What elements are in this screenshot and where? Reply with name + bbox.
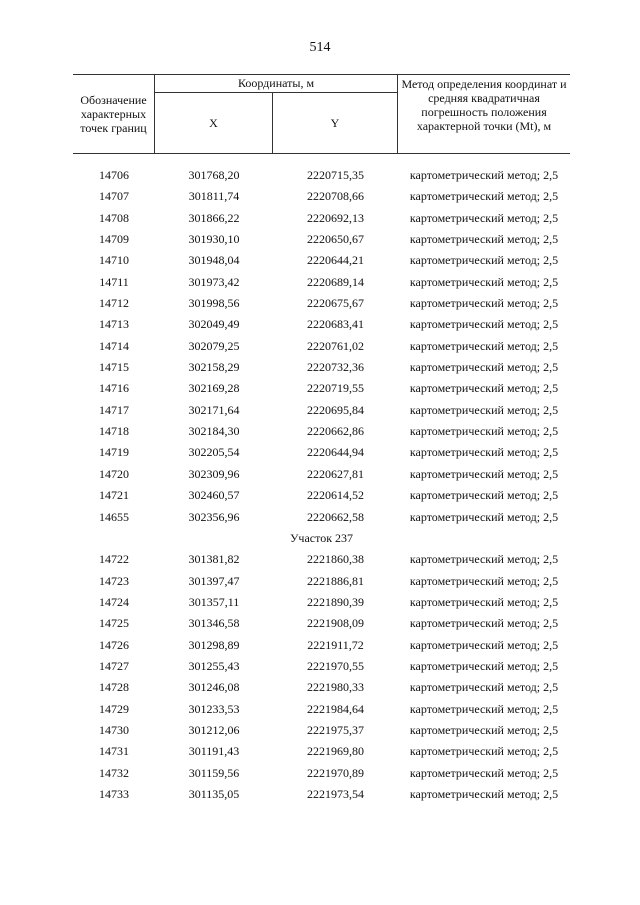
coord-y: 2221970,89 <box>307 765 364 780</box>
table-row <box>73 378 570 399</box>
header-coordinates: Координаты, м <box>155 75 398 93</box>
header-y <box>273 93 398 153</box>
table-row <box>73 336 570 357</box>
coord-y: 2220732,36 <box>307 360 364 375</box>
coord-y: 2220650,67 <box>307 232 364 247</box>
point-id: 14707 <box>99 189 129 204</box>
method-cell: картометрический метод; 2,5 <box>409 637 559 652</box>
coord-x: 301930,10 <box>188 232 240 247</box>
method-cell: картометрический метод; 2,5 <box>409 594 559 609</box>
coord-x: 301357,11 <box>188 594 240 609</box>
table-body <box>73 165 570 805</box>
table-row <box>73 741 570 762</box>
coord-x: 301159,56 <box>188 765 240 780</box>
method-cell: картометрический метод; 2,5 <box>409 744 559 759</box>
method-cell: картометрический метод; 2,5 <box>409 338 559 353</box>
coord-x: 301346,58 <box>188 616 240 631</box>
coord-x: 301998,56 <box>188 296 240 311</box>
coord-y: 2221969,80 <box>307 744 364 759</box>
table-row <box>73 549 570 570</box>
point-id: 14724 <box>99 594 129 609</box>
coord-y: 2221980,33 <box>307 680 364 695</box>
coord-x: 301191,43 <box>188 744 240 759</box>
method-cell: картометрический метод; 2,5 <box>409 488 559 503</box>
table-row <box>73 592 570 613</box>
method-cell: картометрический метод; 2,5 <box>409 274 559 289</box>
header-y-label: Y <box>330 116 340 130</box>
table-row <box>73 635 570 656</box>
table-row <box>73 784 570 805</box>
section-heading <box>73 528 570 549</box>
header-method <box>398 77 570 153</box>
point-id: 14722 <box>99 552 129 567</box>
table-row <box>73 421 570 442</box>
header-designation <box>73 75 155 153</box>
coord-x: 301381,82 <box>188 552 240 567</box>
coord-y: 2221911,72 <box>307 637 364 652</box>
point-id: 14720 <box>99 466 129 481</box>
point-id: 14706 <box>99 168 129 182</box>
point-id: 14719 <box>99 445 129 460</box>
coord-y: 2221973,54 <box>307 786 364 801</box>
point-id: 14725 <box>99 616 129 631</box>
coord-x: 302356,96 <box>188 509 240 524</box>
method-cell: картометрический метод; 2,5 <box>409 360 559 375</box>
coord-y: 2221860,38 <box>307 552 364 567</box>
table-row <box>73 699 570 720</box>
coord-x: 302309,96 <box>188 466 240 481</box>
table-row <box>73 208 570 229</box>
coord-y: 2220644,21 <box>307 253 364 268</box>
method-cell: картометрический метод; 2,5 <box>409 722 559 737</box>
point-id: 14717 <box>99 402 129 417</box>
point-id: 14718 <box>99 424 129 439</box>
coord-y: 2221890,39 <box>307 594 364 609</box>
point-id: 14721 <box>99 488 129 503</box>
table-row <box>73 165 570 186</box>
coord-y: 2220692,13 <box>307 210 364 225</box>
table-row <box>73 229 570 250</box>
section-label: Участок 237 <box>289 530 354 545</box>
coord-x: 301397,47 <box>188 573 240 588</box>
coord-x: 302079,25 <box>188 338 240 353</box>
coord-x: 302158,29 <box>188 360 240 375</box>
method-cell: картометрический метод; 2,5 <box>409 701 559 716</box>
coord-x: 301135,05 <box>188 786 240 801</box>
coord-y: 2220614,52 <box>307 488 364 503</box>
coord-y: 2220689,14 <box>307 274 364 289</box>
method-cell: картометрический метод; 2,5 <box>409 168 559 182</box>
coord-y: 2220719,55 <box>307 381 364 396</box>
method-cell: картометрический метод; 2,5 <box>409 616 559 631</box>
point-id: 14655 <box>99 509 129 524</box>
coord-x: 301255,43 <box>188 658 240 673</box>
point-id: 14723 <box>99 573 129 588</box>
point-id: 14728 <box>99 680 129 695</box>
point-id: 14730 <box>99 722 129 737</box>
header-x <box>155 93 273 153</box>
coord-y: 2221886,81 <box>307 573 364 588</box>
method-cell: картометрический метод; 2,5 <box>409 253 559 268</box>
table-row <box>73 613 570 634</box>
coord-x: 301811,74 <box>188 189 240 204</box>
method-cell: картометрический метод; 2,5 <box>409 680 559 695</box>
method-cell: картометрический метод; 2,5 <box>409 445 559 460</box>
point-id: 14709 <box>99 232 129 247</box>
coord-y: 2220708,66 <box>307 189 364 204</box>
table-row <box>73 656 570 677</box>
coord-y: 2220644,94 <box>307 445 364 460</box>
method-cell: картометрический метод; 2,5 <box>409 232 559 247</box>
point-id: 14729 <box>99 701 129 716</box>
coord-x: 302184,30 <box>188 424 240 439</box>
coord-x: 302049,49 <box>188 317 240 332</box>
coord-y: 2220715,35 <box>307 168 364 182</box>
point-id: 14732 <box>99 765 129 780</box>
point-id: 14714 <box>99 338 129 353</box>
coord-y: 2221970,55 <box>307 658 364 673</box>
method-cell: картометрический метод; 2,5 <box>409 786 559 801</box>
table-row <box>73 677 570 698</box>
coord-x: 302460,57 <box>188 488 240 503</box>
coord-x: 301973,42 <box>188 274 240 289</box>
coord-y: 2221975,37 <box>307 722 364 737</box>
coord-x: 301298,89 <box>188 637 240 652</box>
coord-x: 301246,08 <box>188 680 240 695</box>
point-id: 14711 <box>99 274 129 289</box>
coord-x: 301212,06 <box>188 722 240 737</box>
coord-x: 302169,28 <box>188 381 240 396</box>
method-cell: картометрический метод; 2,5 <box>409 509 559 524</box>
coord-y: 2221984,64 <box>307 701 364 716</box>
coord-y: 2220662,58 <box>307 509 364 524</box>
point-id: 14713 <box>99 317 129 332</box>
table-row <box>73 293 570 314</box>
coord-x: 302171,64 <box>188 402 240 417</box>
method-cell: картометрический метод; 2,5 <box>409 466 559 481</box>
point-id: 14727 <box>99 658 129 673</box>
table-header <box>73 74 570 154</box>
coord-y: 2221908,09 <box>307 616 364 631</box>
coord-y: 2220683,41 <box>307 317 364 332</box>
coord-x: 301768,20 <box>188 168 240 182</box>
coord-y: 2220627,81 <box>307 466 364 481</box>
coord-x: 302205,54 <box>188 445 240 460</box>
method-cell: картометрический метод; 2,5 <box>409 573 559 588</box>
coord-y: 2220761,02 <box>307 338 364 353</box>
method-cell: картометрический метод; 2,5 <box>409 296 559 311</box>
table-row <box>73 507 570 528</box>
method-cell: картометрический метод; 2,5 <box>409 189 559 204</box>
method-cell: картометрический метод; 2,5 <box>409 658 559 673</box>
method-cell: картометрический метод; 2,5 <box>409 210 559 225</box>
header-method-label: Метод определения координат и средняя квадратичная погрешность положения характерной точки (Mt), м <box>401 77 567 133</box>
table-row <box>73 357 570 378</box>
method-cell: картометрический метод; 2,5 <box>409 424 559 439</box>
point-id: 14733 <box>99 786 129 801</box>
point-id: 14708 <box>99 210 129 225</box>
point-id: 14715 <box>99 360 129 375</box>
coord-y: 2220695,84 <box>307 402 364 417</box>
method-cell: картометрический метод; 2,5 <box>409 317 559 332</box>
table-row <box>73 720 570 741</box>
header-x-label: X <box>209 116 218 130</box>
table-row <box>73 400 570 421</box>
coord-x: 301948,04 <box>188 253 240 268</box>
point-id: 14731 <box>99 744 129 759</box>
table-row <box>73 442 570 463</box>
point-id: 14716 <box>99 381 129 396</box>
page-number: 514 <box>309 40 331 55</box>
table-row <box>73 571 570 592</box>
method-cell: картометрический метод; 2,5 <box>409 402 559 417</box>
method-cell: картометрический метод; 2,5 <box>409 381 559 396</box>
header-designation-label: Обозначение характерных точек границ <box>80 93 147 135</box>
coord-x: 301233,53 <box>188 701 240 716</box>
table-row <box>73 186 570 207</box>
point-id: 14710 <box>99 253 129 268</box>
point-id: 14712 <box>99 296 129 311</box>
table-row <box>73 250 570 271</box>
table-row <box>73 485 570 506</box>
table-row <box>73 464 570 485</box>
table-row <box>73 314 570 335</box>
coord-y: 2220662,86 <box>307 424 364 439</box>
method-cell: картометрический метод; 2,5 <box>409 765 559 780</box>
point-id: 14726 <box>99 637 129 652</box>
method-cell: картометрический метод; 2,5 <box>409 552 559 567</box>
coord-x: 301866,22 <box>188 210 240 225</box>
table-row <box>73 272 570 293</box>
table-row <box>73 763 570 784</box>
coord-y: 2220675,67 <box>307 296 364 311</box>
